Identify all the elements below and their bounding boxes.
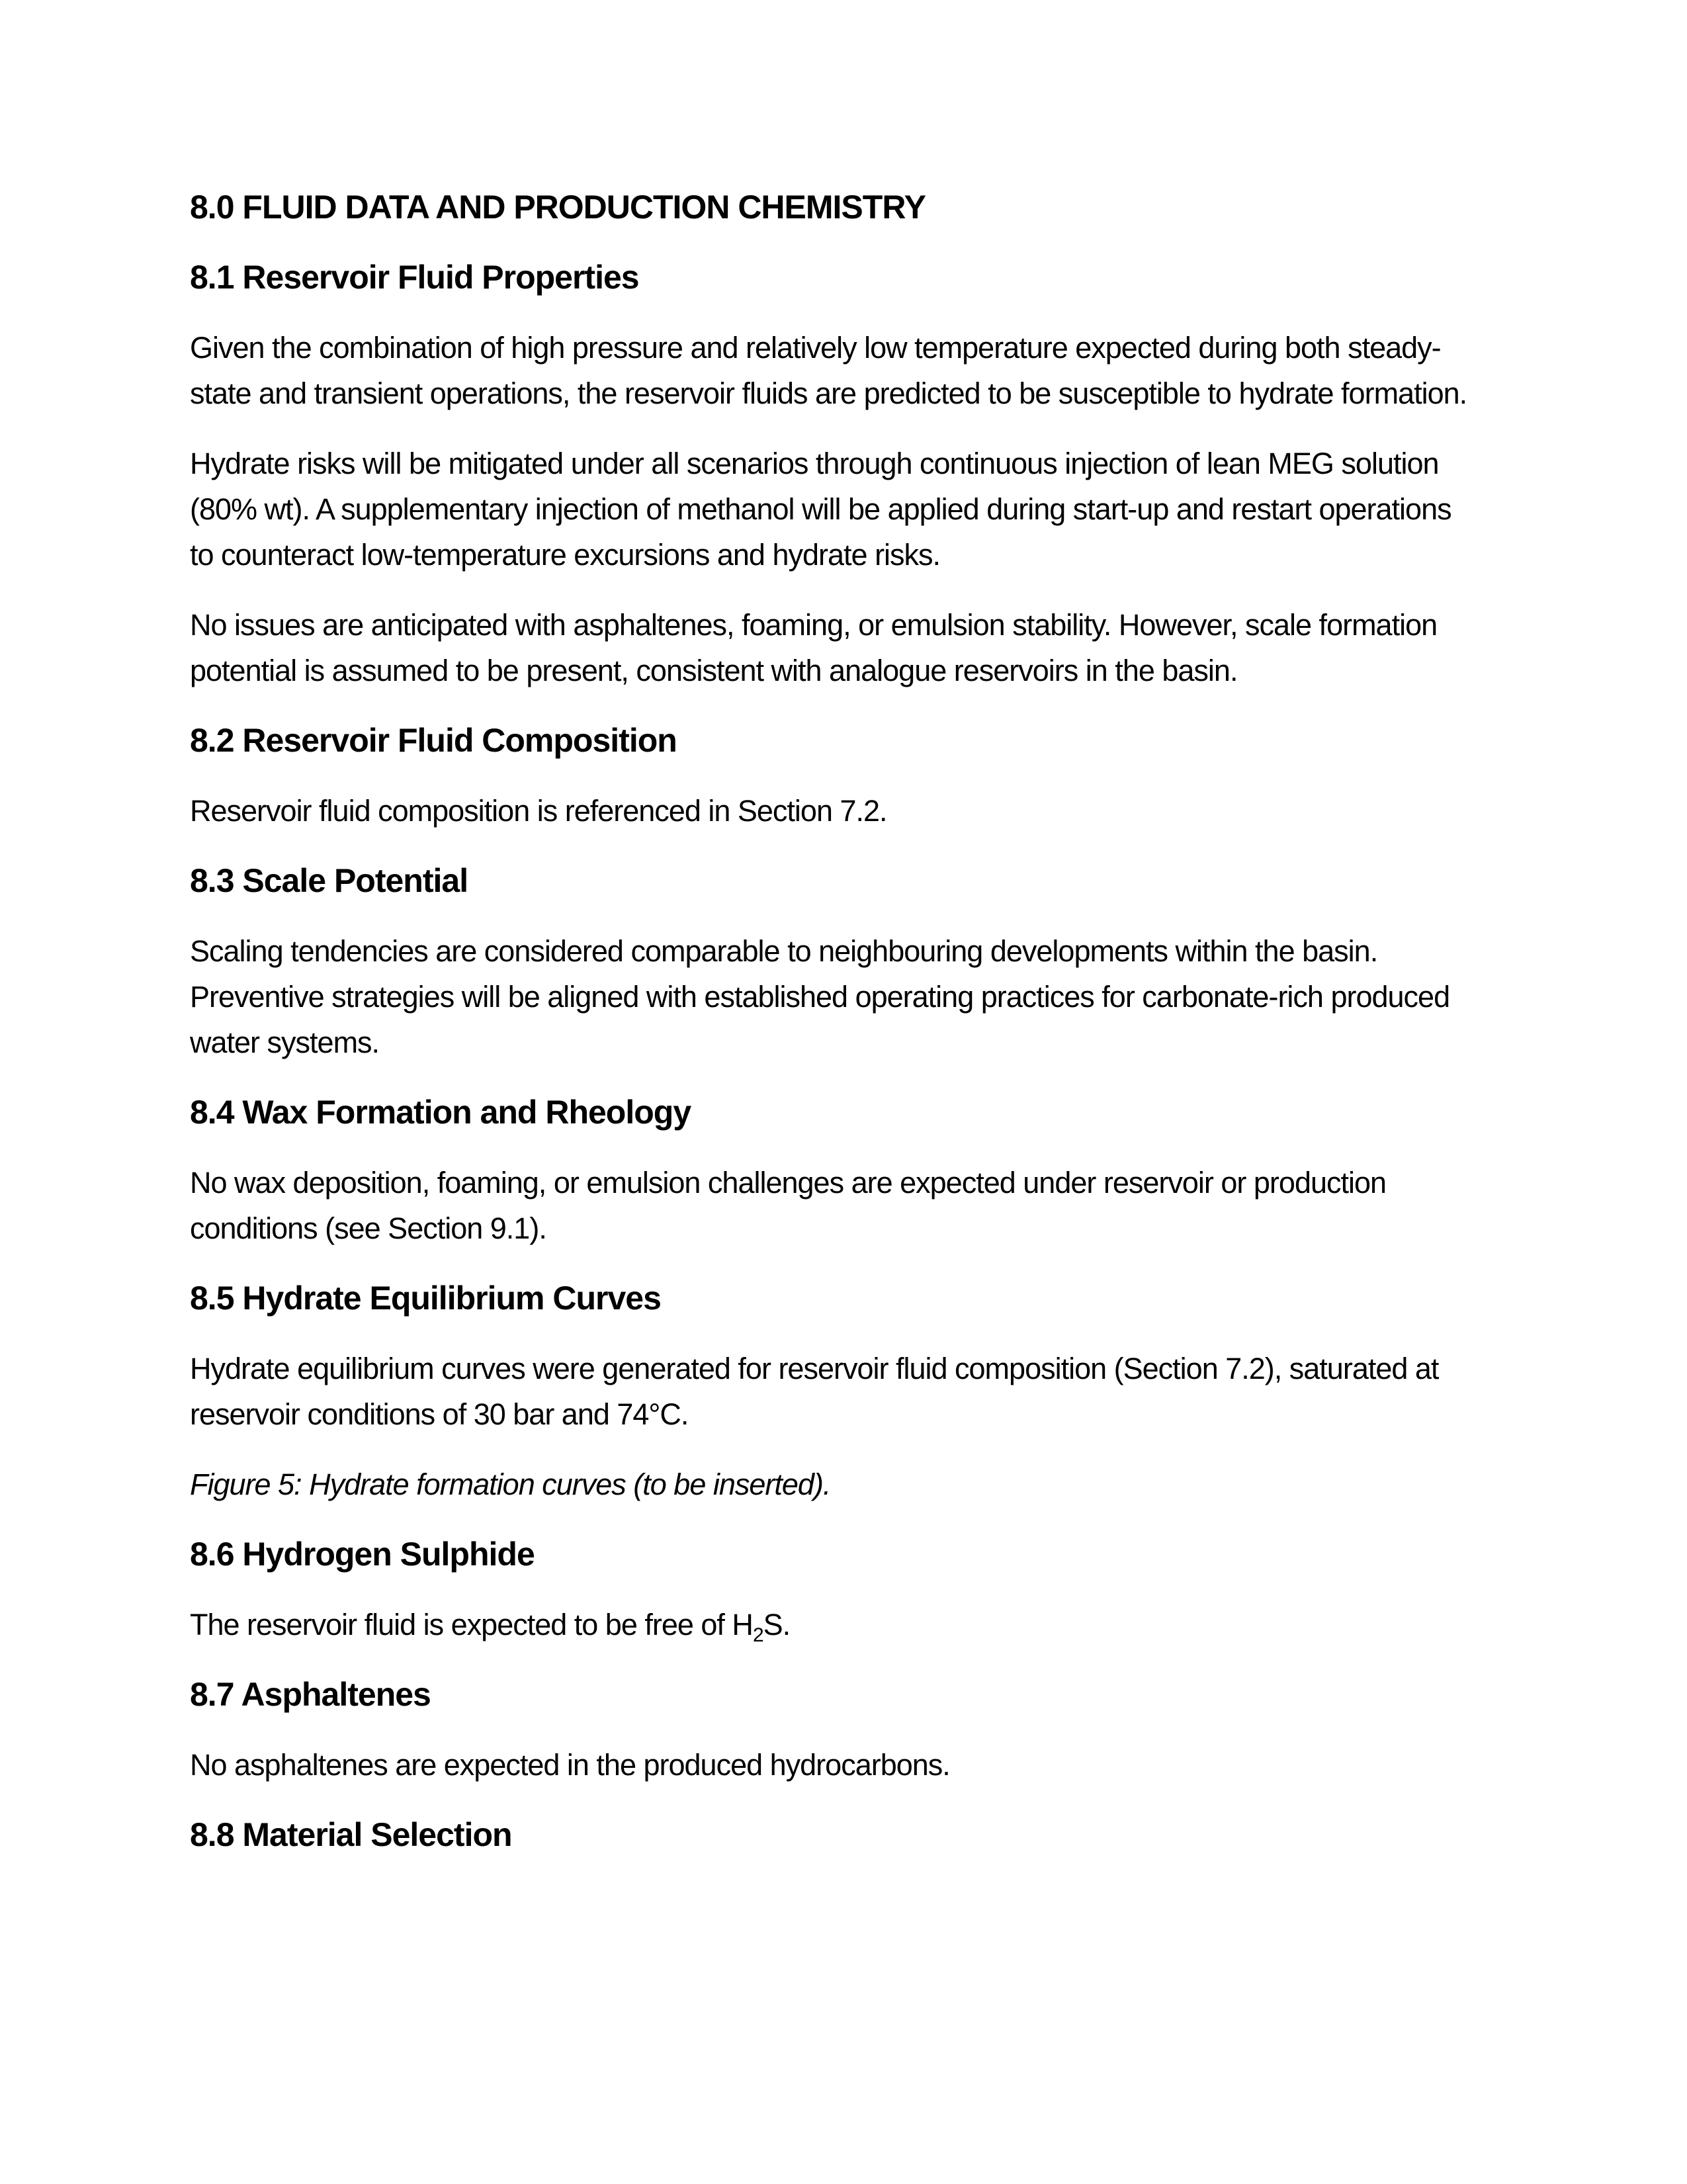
- h2s-text-suffix: S.: [763, 1608, 791, 1641]
- paragraph-8-5-hydrate-curves: Hydrate equilibrium curves were generated for reservoir fluid composition (Section 7.2), saturated at reservoir conditions of 30 bar and 74°C.: [190, 1352, 1439, 1431]
- paragraph-8-6-h2s: [190, 1602, 1480, 1647]
- paragraph-8-1-meg-injection: Hydrate risks will be mitigated under all scenarios through continuous injection of lean MEG solution (80% wt). A supplementary injection of methanol will be applied during start-up and restart operations to counteract low-temperature excursions and hydrate risks.: [190, 447, 1451, 572]
- paragraph-8-7-asphaltenes: No asphaltenes are expected in the produced hydrocarbons.: [190, 1748, 950, 1782]
- paragraph-8-3-scaling-tendencies: Scaling tendencies are considered comparable to neighbouring developments within the basin. Preventive strategies will be aligned with established operating practices for carbonate-rich produced water systems.: [190, 934, 1450, 1059]
- section-heading-8-8: 8.8 Material Selection: [190, 1816, 512, 1853]
- h2s-text-prefix: The reservoir fluid is expected to be free of H: [190, 1608, 753, 1641]
- section-heading-8-5: 8.5 Hydrate Equilibrium Curves: [190, 1280, 661, 1317]
- paragraph-8-1-hydrate-susceptibility: Given the combination of high pressure and relatively low temperature expected during both steady-state and transient operations, the reservoir fluids are predicted to be susceptible to hydrate formation.: [190, 331, 1467, 410]
- section-heading-8-7: 8.7 Asphaltenes: [190, 1676, 431, 1713]
- section-heading-8-4: 8.4 Wax Formation and Rheology: [190, 1094, 691, 1131]
- section-heading-8-0: 8.0 FLUID DATA AND PRODUCTION CHEMISTRY: [190, 189, 926, 226]
- section-heading-8-6: 8.6 Hydrogen Sulphide: [190, 1536, 535, 1573]
- section-heading-8-1: 8.1 Reservoir Fluid Properties: [190, 259, 639, 296]
- h2s-subscript: 2: [752, 1624, 763, 1646]
- section-heading-8-2: 8.2 Reservoir Fluid Composition: [190, 722, 677, 759]
- document-content: [190, 185, 1480, 1858]
- section-heading-8-3: 8.3 Scale Potential: [190, 862, 468, 899]
- paragraph-8-4-wax-deposition: No wax deposition, foaming, or emulsion challenges are expected under reservoir or production conditions (see Section 9.1).: [190, 1166, 1387, 1245]
- figure-5-caption: Figure 5: Hydrate formation curves (to be inserted).: [190, 1467, 831, 1501]
- paragraph-8-1-scale-formation: No issues are anticipated with asphaltenes, foaming, or emulsion stability. However, scale formation potential is assumed to be present, consistent with analogue reservoirs in the basin.: [190, 608, 1438, 687]
- paragraph-8-2-composition-reference: Reservoir fluid composition is referenced in Section 7.2.: [190, 794, 887, 828]
